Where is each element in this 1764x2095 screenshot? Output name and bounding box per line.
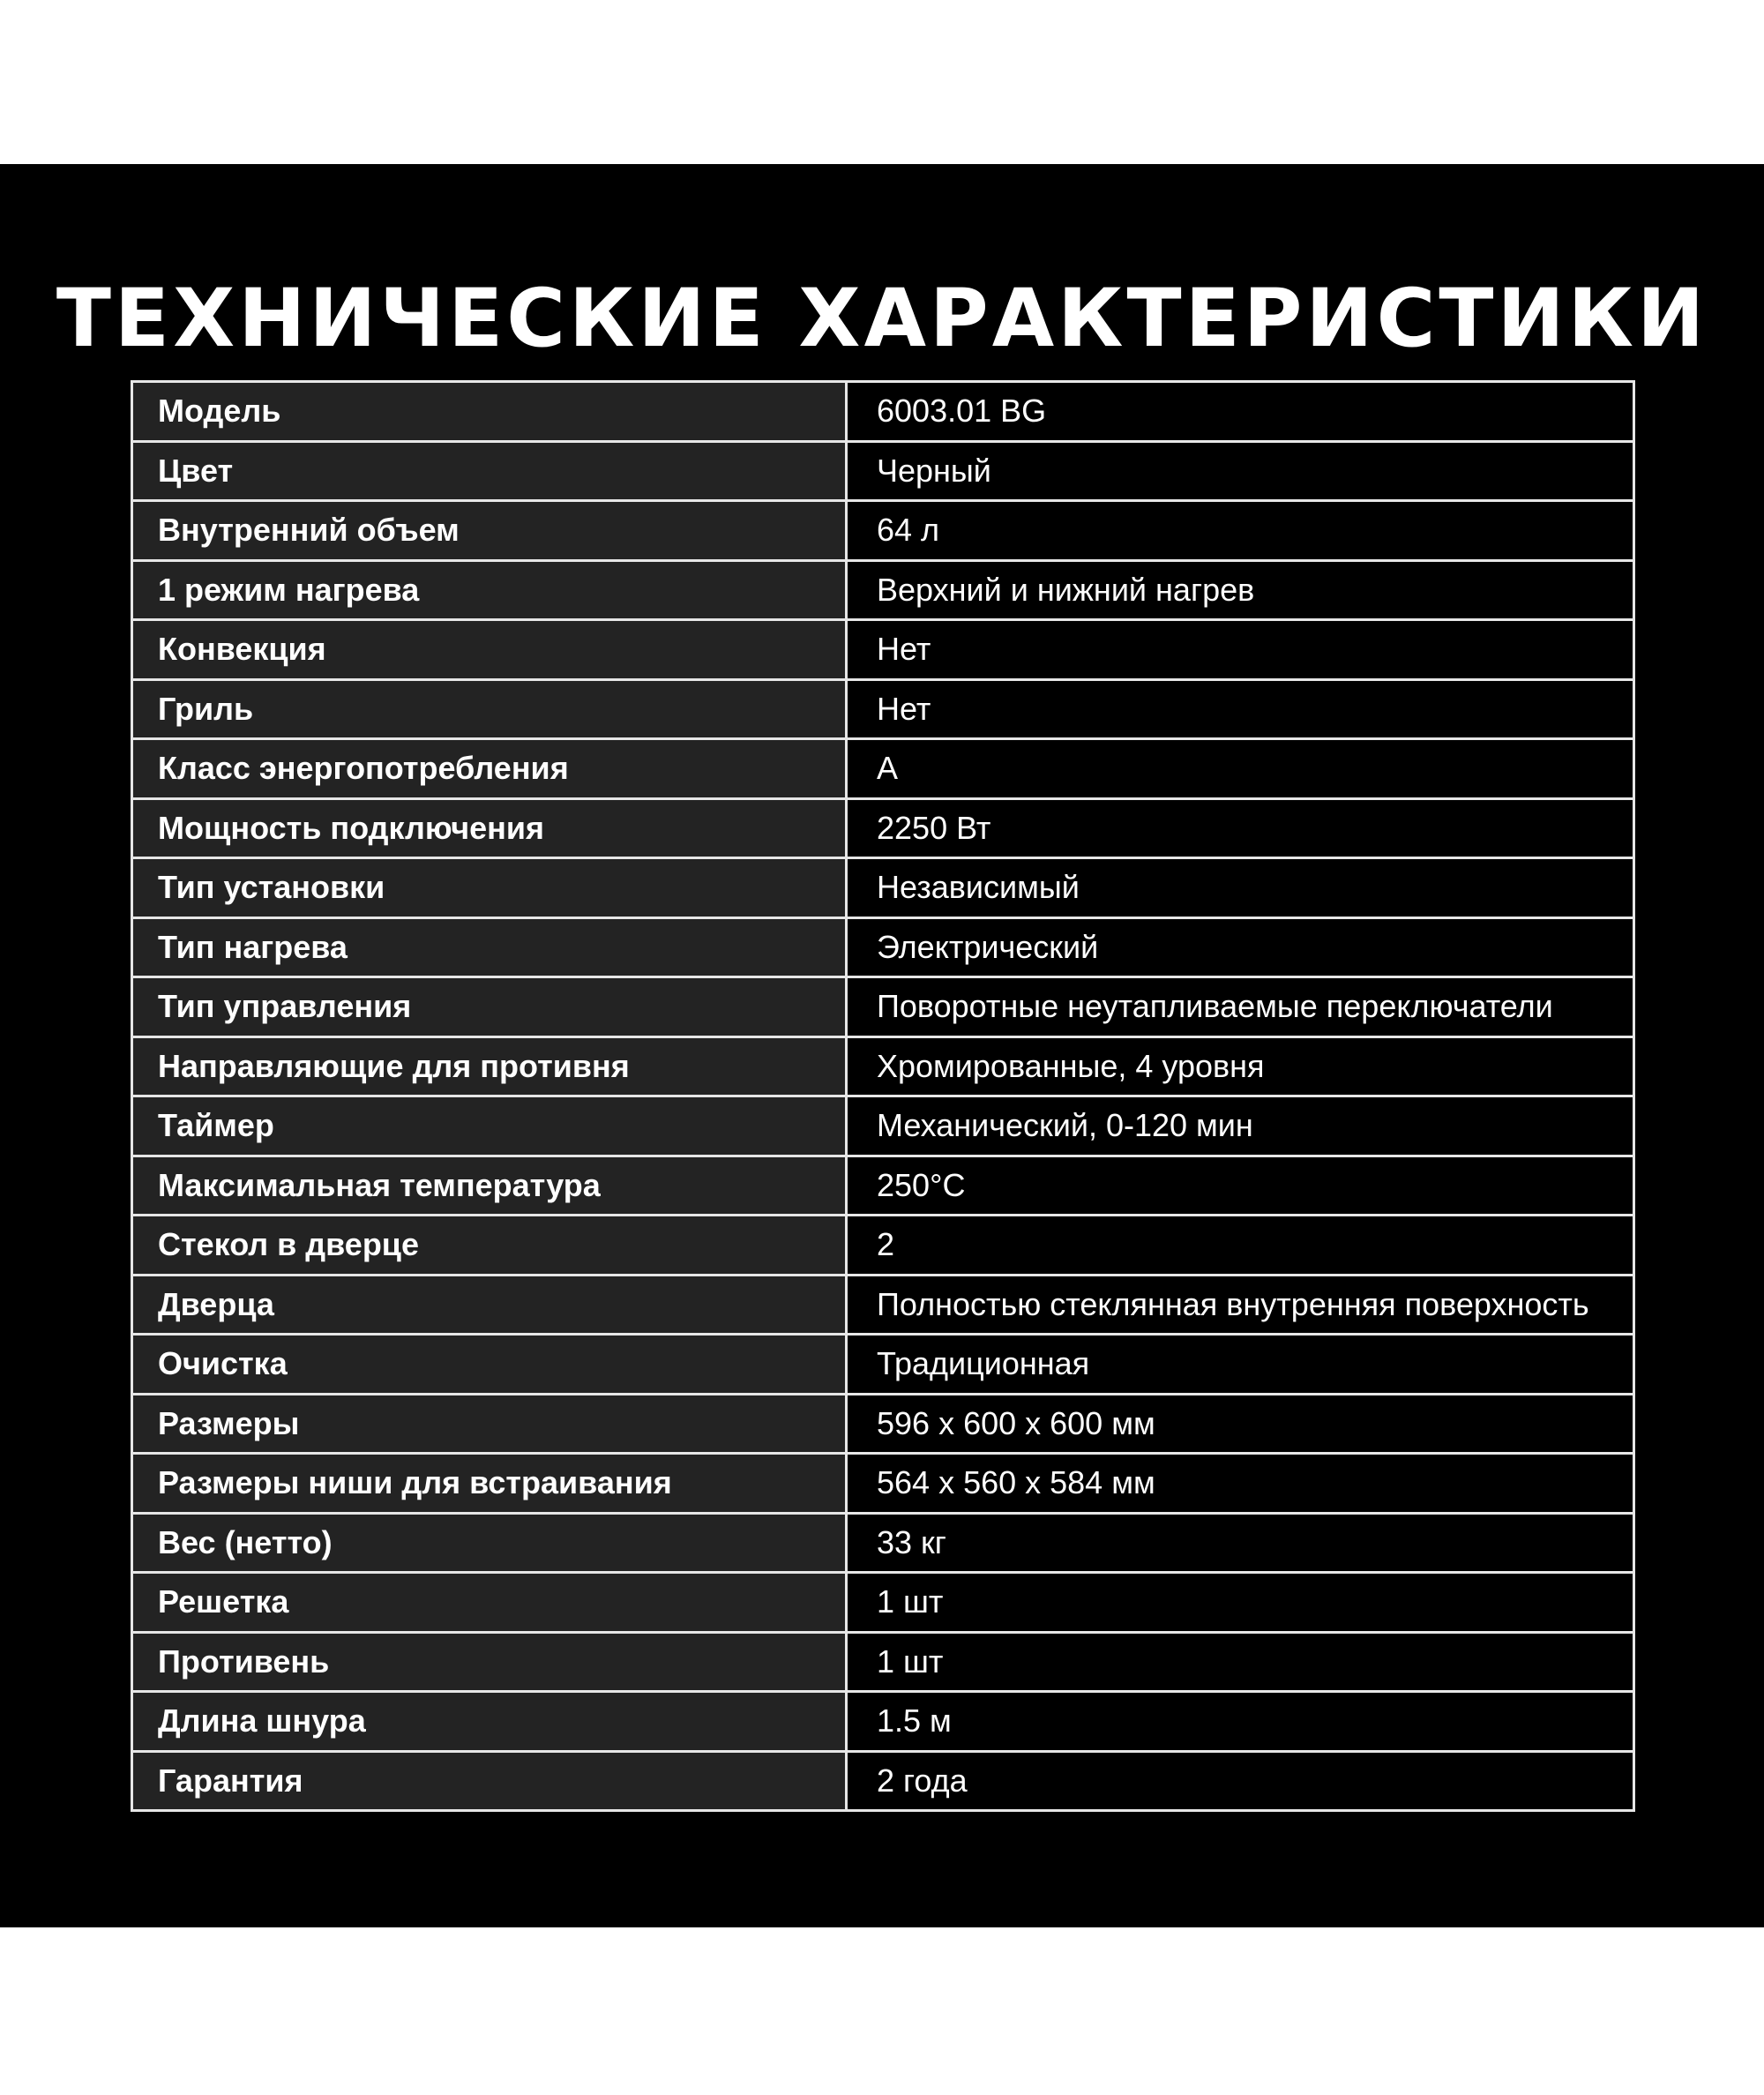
- spec-label: Цвет: [132, 441, 847, 501]
- table-row: [132, 1335, 1634, 1395]
- table-row: [132, 739, 1634, 799]
- table-row: [132, 1275, 1634, 1335]
- spec-label: Решетка: [132, 1573, 847, 1633]
- specs-panel: [0, 164, 1764, 1927]
- spec-value: 64 л: [847, 501, 1634, 561]
- table-row: [132, 858, 1634, 918]
- spec-label: Тип управления: [132, 977, 847, 1037]
- spec-value: 33 кг: [847, 1513, 1634, 1573]
- table-row: [132, 1394, 1634, 1454]
- spec-value: Черный: [847, 441, 1634, 501]
- table-row: [132, 1036, 1634, 1096]
- spec-label: Вес (нетто): [132, 1513, 847, 1573]
- spec-value: Нет: [847, 620, 1634, 680]
- spec-label: Дверца: [132, 1275, 847, 1335]
- spec-value: 2 года: [847, 1751, 1634, 1811]
- spec-label: Гарантия: [132, 1751, 847, 1811]
- spec-value: Хромированные, 4 уровня: [847, 1036, 1634, 1096]
- spec-label: Внутренний объем: [132, 501, 847, 561]
- table-row: [132, 501, 1634, 561]
- table-row: [132, 441, 1634, 501]
- table-row: [132, 560, 1634, 620]
- spec-label: Очистка: [132, 1335, 847, 1395]
- table-row: [132, 1156, 1634, 1216]
- spec-value: 2: [847, 1216, 1634, 1276]
- spec-value: Нет: [847, 679, 1634, 739]
- spec-label: Гриль: [132, 679, 847, 739]
- table-row: [132, 679, 1634, 739]
- table-row: [132, 1692, 1634, 1752]
- spec-label: Конвекция: [132, 620, 847, 680]
- spec-label: Противень: [132, 1632, 847, 1692]
- spec-label: Класс энергопотребления: [132, 739, 847, 799]
- spec-label: Таймер: [132, 1096, 847, 1156]
- spec-value: Независимый: [847, 858, 1634, 918]
- spec-value: A: [847, 739, 1634, 799]
- table-row: [132, 620, 1634, 680]
- spec-label: Максимальная температура: [132, 1156, 847, 1216]
- spec-value: 6003.01 BG: [847, 382, 1634, 442]
- spec-label: Тип нагрева: [132, 917, 847, 977]
- spec-label: 1 режим нагрева: [132, 560, 847, 620]
- page-title: ТЕХНИЧЕСКИЕ ХАРАКТЕРИСТИКИ: [56, 273, 1708, 365]
- spec-value: 1 шт: [847, 1573, 1634, 1633]
- spec-value: 1.5 м: [847, 1692, 1634, 1752]
- table-row: [132, 1573, 1634, 1633]
- spec-value: Традиционная: [847, 1335, 1634, 1395]
- spec-value: Поворотные неутапливаемые переключатели: [847, 977, 1634, 1037]
- table-row: [132, 1096, 1634, 1156]
- spec-label: Модель: [132, 382, 847, 442]
- spec-value: Механический, 0-120 мин: [847, 1096, 1634, 1156]
- table-row: [132, 1632, 1634, 1692]
- spec-value: 1 шт: [847, 1632, 1634, 1692]
- spec-value: Верхний и нижний нагрев: [847, 560, 1634, 620]
- table-row: [132, 917, 1634, 977]
- spec-value: Полностью стеклянная внутренняя поверхность: [847, 1275, 1634, 1335]
- specs-table: [131, 380, 1635, 1812]
- spec-label: Тип установки: [132, 858, 847, 918]
- table-row: [132, 798, 1634, 858]
- table-row: [132, 382, 1634, 442]
- specs-table-body: [132, 382, 1634, 1811]
- spec-label: Мощность подключения: [132, 798, 847, 858]
- spec-value: 564 x 560 x 584 мм: [847, 1454, 1634, 1514]
- spec-value: 596 x 600 x 600 мм: [847, 1394, 1634, 1454]
- table-row: [132, 1751, 1634, 1811]
- table-row: [132, 1513, 1634, 1573]
- spec-label: Длина шнура: [132, 1692, 847, 1752]
- spec-value: Электрический: [847, 917, 1634, 977]
- table-row: [132, 977, 1634, 1037]
- table-row: [132, 1216, 1634, 1276]
- spec-label: Размеры: [132, 1394, 847, 1454]
- spec-label: Стекол в дверце: [132, 1216, 847, 1276]
- spec-label: Размеры ниши для встраивания: [132, 1454, 847, 1514]
- spec-label: Направляющие для противня: [132, 1036, 847, 1096]
- spec-value: 2250 Вт: [847, 798, 1634, 858]
- spec-value: 250°C: [847, 1156, 1634, 1216]
- table-row: [132, 1454, 1634, 1514]
